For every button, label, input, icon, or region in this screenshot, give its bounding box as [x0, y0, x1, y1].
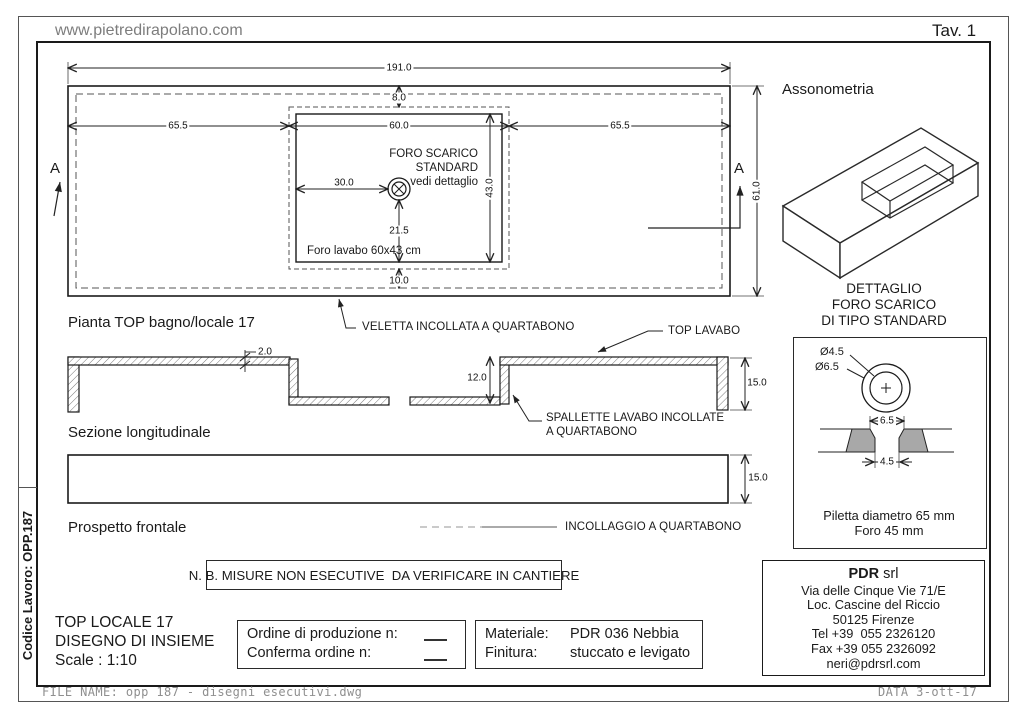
top-lavabo-label: TOP LAVABO: [668, 325, 741, 337]
dim-sink-depth: 12.0: [467, 372, 487, 384]
dim-sink-width: 60.0: [389, 120, 409, 132]
detail-title: [784, 281, 984, 329]
dim-depth: 61.0: [751, 181, 763, 201]
foro-lavabo-label: Foro lavabo 60x43 cm: [307, 245, 421, 257]
material-value: PDR 036 Nebbia: [570, 626, 679, 642]
incollaggio-label: INCOLLAGGIO A QUARTABONO: [565, 521, 742, 533]
order-row1-label: Ordine di produzione n:: [247, 626, 398, 642]
elevation-title: Prospetto frontale: [68, 519, 187, 536]
dim-bottom-offset: 10.0: [389, 275, 409, 287]
plan-title: Pianta TOP bagno/locale 17: [68, 314, 255, 331]
company-tel: Tel +39 055 2326120: [811, 626, 936, 642]
spallette-label: [546, 412, 724, 439]
company-name-suffix: srl: [879, 566, 899, 582]
title-block: [55, 613, 214, 670]
veletta-label: VELETTA INCOLLATA A QUARTABONO: [362, 321, 575, 333]
dim-total-width: 191.0: [386, 62, 412, 74]
detail-title-line1: DETTAGLIO: [846, 281, 922, 296]
foro-scarico-note: [360, 147, 478, 189]
date-text: DATA 3-ott-17: [878, 685, 978, 699]
spallette-line2: A QUARTABONO: [546, 425, 637, 438]
dim-elevation-height: 15.0: [748, 472, 768, 484]
company-name-bold: PDR: [848, 566, 880, 582]
order-blank-line2: [424, 659, 447, 661]
piletta-note: [795, 508, 983, 538]
company-address2: Loc. Cascine del Riccio: [806, 597, 940, 613]
title-block-line1: TOP LOCALE 17: [55, 614, 174, 631]
foro-scarico-line1: FORO SCARICO: [389, 148, 478, 160]
company-box: [762, 560, 985, 676]
company-name: [763, 567, 984, 582]
dim-edge-height-section: 15.0: [747, 377, 767, 389]
foro-scarico-line2: STANDARD: [415, 162, 478, 174]
detail-title-line2: FORO SCARICO: [831, 297, 937, 312]
foro-scarico-line3: vedi dettaglio: [410, 176, 478, 188]
website-text: www.pietredirapolano.com: [55, 22, 243, 39]
note-text: N. B. MISURE NON ESECUTIVE DA VERIFICARE IN CANTIERE: [188, 567, 580, 583]
dim-thickness: 2.0: [258, 346, 272, 358]
section-marker-right: A: [734, 160, 745, 177]
order-blank-line1: [424, 639, 447, 641]
dim-drain-y: 21.5: [389, 225, 409, 237]
codice-lavoro-text: Codice Lavoro: OPP.187: [20, 510, 36, 660]
axonometry-title: Assonometria: [782, 81, 874, 98]
detail-title-line3: DI TIPO STANDARD: [821, 313, 947, 328]
sheet-number: Tav. 1: [932, 21, 977, 40]
company-address1: Via delle Cinque Vie 71/E: [801, 582, 946, 598]
finish-value: stuccato e levigato: [570, 645, 691, 661]
order-row2-label: Conferma ordine n:: [247, 645, 372, 661]
section-title: Sezione longitudinale: [68, 424, 211, 441]
company-address3: 50125 Firenze: [832, 611, 915, 627]
detail-dim-bottom: 4.5: [880, 456, 894, 468]
piletta-note-line1: Piletta diametro 65 mm: [823, 508, 955, 523]
company-email: neri@pdrsrl.com: [826, 655, 921, 671]
codice-lavoro-cell: [18, 487, 37, 683]
dim-left-segment: 65.5: [168, 120, 188, 132]
detail-diameter-small: Ø4.5: [820, 346, 844, 358]
dim-sink-height: 43.0: [484, 178, 496, 198]
material-label: Materiale:: [485, 626, 549, 642]
title-block-line2: DISEGNO DI INSIEME: [55, 633, 215, 650]
detail-diameter-big: Ø6.5: [815, 361, 839, 373]
piletta-note-line2: Foro 45 mm: [854, 523, 924, 538]
dim-drain-x: 30.0: [334, 177, 354, 189]
dim-top-offset: 8.0: [392, 92, 406, 104]
section-marker-left: A: [50, 160, 61, 177]
note-box: [188, 560, 580, 590]
dim-right-segment: 65.5: [610, 120, 630, 132]
company-fax: Fax +39 055 2326092: [811, 640, 936, 656]
file-name-text: FILE NAME: opp 187 - disegni esecutivi.dwg: [42, 685, 363, 699]
detail-dim-top: 6.5: [880, 415, 894, 427]
spallette-line1: SPALLETTE LAVABO INCOLLATE: [546, 412, 725, 424]
finish-label: Finitura:: [485, 645, 538, 661]
title-block-line3: Scale : 1:10: [55, 652, 137, 669]
